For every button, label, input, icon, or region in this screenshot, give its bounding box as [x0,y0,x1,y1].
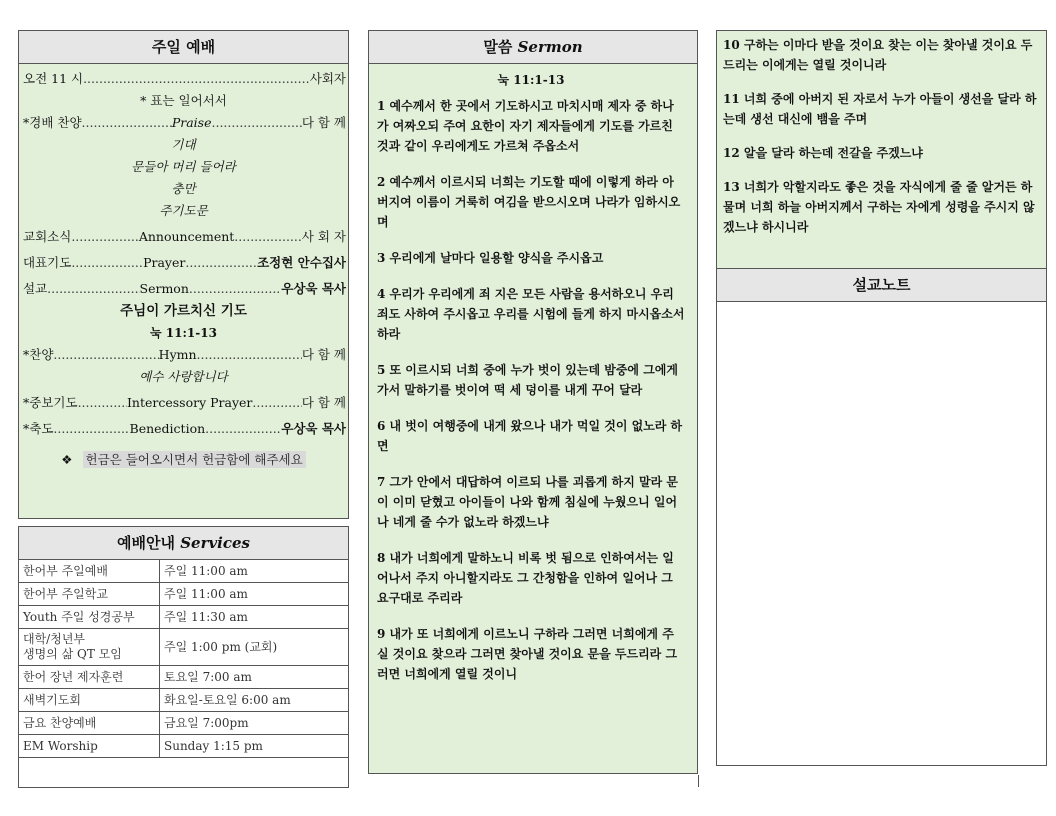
sermon-notes-title: 설교노트 [717,269,1046,302]
service-time: 화요일-토요일 6:00 am [160,689,349,712]
order-item-label: 대표기도 [23,255,72,270]
order-item-english: Benediction [129,421,206,436]
leader-dots [212,112,302,134]
service-time: 주일 11:00 am [160,560,349,583]
sermon-reference: 눅 11:1-13 [497,73,565,87]
verse: 2 예수께서 이르시되 너희는 기도할 때에 이렇게 하라 아버지여 이름이 거룩히 여김을 받으시오며 나라가 임하시오며 [377,175,681,229]
order-item-label: *축도 [23,421,54,436]
sermon-title [369,31,697,64]
order-item [19,344,348,366]
service-row [19,689,348,712]
service-name: 대학/청년부 생명의 삶 QT 모임 [19,629,160,666]
service-row [19,735,348,758]
verse: 8 내가 너희에게 말하노니 비록 벗 됨으로 인하여서는 일어나서 주지 아니할지라도 그 간청함을 인하여 일어나 그 요구대로 주리라 [377,551,674,605]
service-name: 한어부 주일학교 [19,583,160,606]
order-item [19,68,348,90]
service-row [19,712,348,735]
leader-dots [252,392,301,414]
standing-note: * 표는 일어서서 [140,93,227,108]
verse: 6 내 벗이 여행중에 내게 왔으나 내가 먹일 것이 없노라 하면 [377,419,683,453]
verse: 5 또 이르시되 너희 중에 누가 벗이 있는데 밤중에 그에게 가서 말하기를 벗이여 떡 세 덩이를 내게 꾸어 달라 [377,363,678,397]
leader-dots [47,278,139,300]
sermon-notes-panel [716,268,1047,766]
sermon-verses [377,96,685,684]
leader-dots [78,392,127,414]
sermon-title-kr: 말씀 [483,38,513,56]
service-row [19,629,348,666]
verse: 10 구하는 이마다 받을 것이요 찾는 이는 찾아낼 것이요 두드리는 이에게는 열릴 것이니라 [723,38,1033,72]
diamond-bullet-icon: ❖ [61,452,73,467]
service-name: Youth 주일 성경공부 [19,606,160,629]
leader-dots [53,344,158,366]
order-item-label: *중보기도 [23,395,78,410]
service-time: 주일 11:30 am [160,606,349,629]
worship-order-panel [18,30,349,519]
divider-line [698,775,699,787]
leader-dots [53,418,129,440]
verse: 4 우리가 우리에게 죄 지은 모든 사람을 용서하오니 우리 죄도 사하여 주시옵고 우리를 시험에 들게 하지 마시옵소서 하라 [377,287,685,341]
order-item-english: Hymn [158,347,197,362]
leader-dots [234,226,302,248]
order-item [19,418,348,440]
sermon-text [369,64,697,684]
order-item [19,278,348,300]
order-item-leader: 우상욱 목사 [281,421,346,436]
service-name: EM Worship [19,735,160,758]
offering-note [19,450,348,468]
services-title-kr: 예배안내 [116,534,175,552]
song-title: 문들아 머리 들어라 [131,159,236,174]
verse: 11 너희 중에 아버지 된 자로서 누가 아들이 생선을 달라 하는데 생선 대신에 뱀을 주며 [723,92,1037,126]
services-title [19,527,348,560]
service-time: 주일 11:00 am [160,583,349,606]
leader-dots [71,252,143,274]
order-item-label: 오전 11 시 [23,71,84,86]
offering-note-text: 헌금은 들어오시면서 헌금함에 해주세요 [83,451,306,468]
service-row [19,606,348,629]
order-item-leader: 조정현 안수집사 [257,255,346,270]
order-item-leader: 다 함 께 [301,115,346,130]
order-item-leader: 사 회 자 [301,229,346,244]
order-item-leader: 우상욱 목사 [281,281,346,296]
order-item-label: 설교 [23,281,48,296]
verse: 7 그가 안에서 대답하여 이르되 나를 괴롭게 하지 말라 문이 이미 닫혔고 아이들이 나와 함께 침실에 누웠으니 일어나 네게 줄 수가 없노라 하겠느냐 [377,475,678,529]
order-item-english: Prayer [143,255,186,270]
leader-dots [189,278,281,300]
worship-order-list [19,64,348,440]
service-name: 금요 찬양예배 [19,712,160,735]
services-table [19,560,348,758]
service-row [19,666,348,689]
leader-dots [185,252,257,274]
song-title: 주기도문 [159,203,208,218]
order-item-leader: 다 함 께 [301,347,346,362]
order-item-english: Sermon [139,281,189,296]
order-item [19,112,348,134]
service-name: 한어부 주일예배 [19,560,160,583]
service-row [19,583,348,606]
verse: 3 우리에게 날마다 일용할 양식을 주시옵고 [377,251,604,265]
service-time: 토요일 7:00 am [160,666,349,689]
services-title-en: Services [180,534,251,552]
sermon-title-en: Sermon [517,38,583,56]
verse: 9 내가 또 너희에게 이르노니 구하라 그러면 너희에게 주실 것이요 찾으라 그러면 찾아낼 것이요 문을 두드리라 그러면 너희에게 열릴 것이니 [377,627,678,681]
order-item-label: 교회소식 [23,229,72,244]
leader-dots [205,418,281,440]
worship-order-title: 주일 예배 [19,31,348,64]
order-item-label: *찬양 [23,347,54,362]
leader-dots [82,112,172,134]
service-time: 금요일 7:00pm [160,712,349,735]
verse: 1 예수께서 한 곳에서 기도하시고 마치시매 제자 중 하나가 여짜오되 주여 요한이 자기 제자들에게 기도를 가르친 것과 같이 우리에게도 가르쳐 주옵소서 [377,99,674,153]
order-item-english: Praise [171,115,212,130]
continued-verses-panel [716,30,1047,268]
song-title: 충만 [171,181,196,196]
order-item [19,392,348,414]
order-item [19,252,348,274]
order-item-label: *경배 찬양 [23,115,82,130]
service-time: Sunday 1:15 pm [160,735,349,758]
song-title: 예수 사랑합니다 [139,369,228,384]
service-name: 한어 장년 제자훈련 [19,666,160,689]
sermon-subject: 주님이 가르치신 기도 [120,303,247,319]
service-time: 주일 1:00 pm (교회) [160,629,349,666]
sermon-panel [368,30,698,774]
order-item-leader: 사회자 [309,71,346,86]
leader-dots [71,226,139,248]
order-item-english: Intercessory Prayer [126,395,253,410]
service-row [19,560,348,583]
verse: 12 알을 달라 하는데 전갈을 주겠느냐 [723,146,923,160]
services-panel [18,526,349,788]
order-item-english: Announcement [138,229,235,244]
leader-dots [83,68,310,90]
scripture-reference: 눅 11:1-13 [150,326,217,340]
verse: 13 너희가 악할지라도 좋은 것을 자식에게 줄 줄 알거든 하물며 너희 하늘 아버지께서 구하는 자에게 성령을 주시지 않겠느냐 하시니라 [723,180,1035,234]
service-name: 새벽기도회 [19,689,160,712]
continued-verses [717,31,1046,237]
order-item [19,226,348,248]
song-title: 기대 [171,137,196,152]
leader-dots [197,344,302,366]
order-item-leader: 다 함 께 [301,395,346,410]
